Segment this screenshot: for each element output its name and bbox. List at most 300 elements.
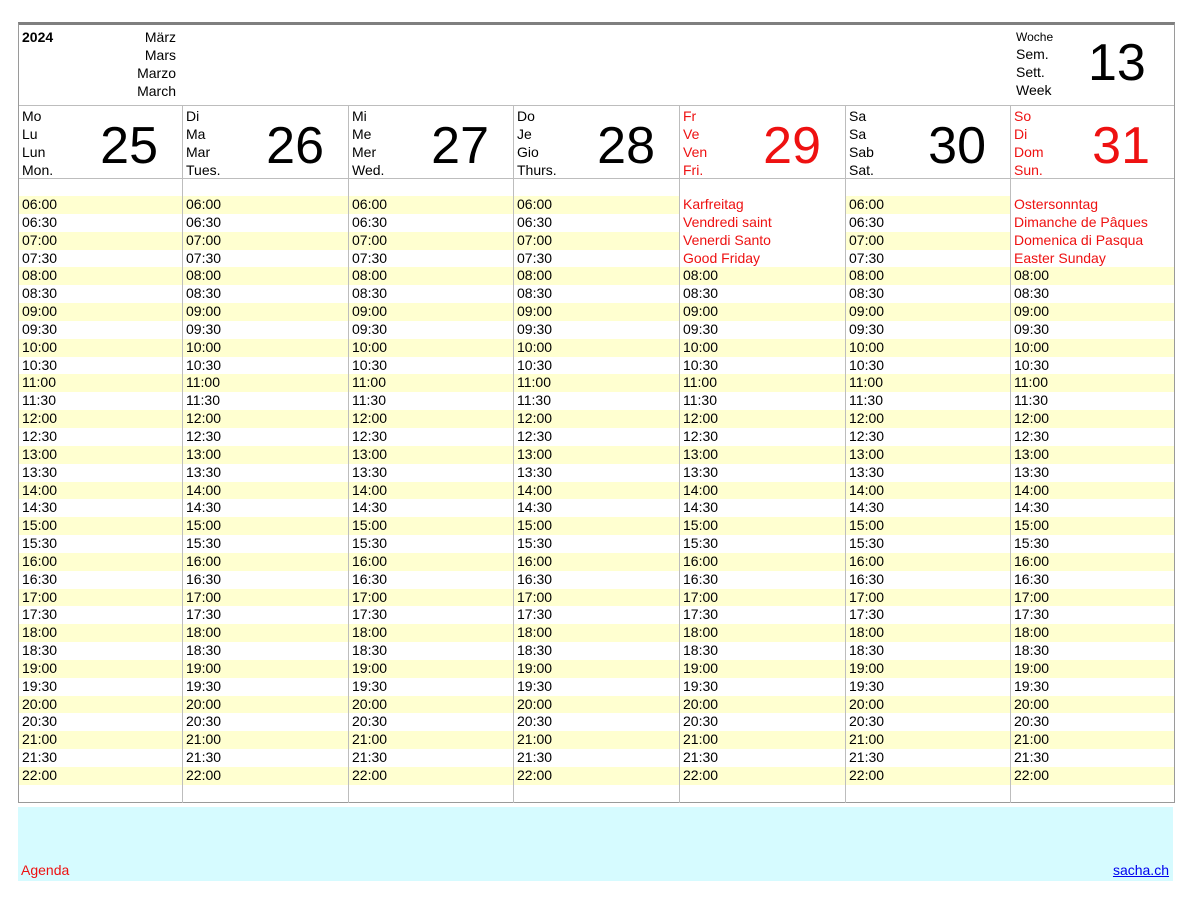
time-slot[interactable]: 11:30	[22, 392, 56, 409]
time-slot[interactable]: 21:30	[849, 749, 885, 766]
time-slot[interactable]: 21:30	[352, 749, 388, 766]
time-slot[interactable]: 09:00	[514, 303, 679, 321]
time-slot[interactable]: 10:00	[183, 339, 348, 357]
time-slot[interactable]: 10:30	[849, 356, 885, 373]
day-names	[186, 107, 221, 179]
time-slot[interactable]: 09:00	[680, 303, 845, 321]
time-slot[interactable]: 09:00	[1011, 303, 1174, 321]
time-slot[interactable]: 14:30	[849, 499, 885, 516]
day-names	[1014, 107, 1044, 179]
time-slot[interactable]: 22:00	[680, 767, 845, 785]
time-slot[interactable]: 21:30	[683, 749, 719, 766]
time-slot[interactable]: 09:30	[22, 320, 58, 337]
time-slot[interactable]: 07:30	[849, 249, 885, 266]
day-column	[846, 106, 1011, 803]
time-slot[interactable]: 06:30	[186, 213, 222, 230]
time-slot[interactable]: 19:00	[349, 660, 513, 678]
time-slot[interactable]: 21:30	[517, 749, 553, 766]
time-slot[interactable]: 13:00	[1011, 446, 1174, 464]
time-slot[interactable]: 19:00	[1011, 660, 1174, 678]
time-slot[interactable]: 12:30	[849, 427, 885, 444]
time-slot[interactable]: 20:30	[186, 713, 222, 730]
time-slot[interactable]: 15:00	[183, 517, 348, 535]
time-slot[interactable]: 20:30	[22, 713, 58, 730]
time-slot[interactable]: 16:30	[352, 570, 388, 587]
time-slot[interactable]: 16:30	[186, 570, 222, 587]
time-slot[interactable]: 19:00	[183, 660, 348, 678]
time-slot[interactable]: 11:00	[19, 374, 182, 392]
time-slot[interactable]: 14:30	[1014, 499, 1050, 516]
day-name: Tues.	[186, 162, 221, 178]
time-slot[interactable]: 19:30	[22, 677, 58, 694]
time-slot[interactable]: 22:00	[349, 767, 513, 785]
time-slot[interactable]: 20:00	[680, 696, 845, 714]
time-slot[interactable]: 14:00	[1011, 482, 1174, 500]
time-slot[interactable]: 14:30	[683, 499, 719, 516]
time-slot[interactable]: 19:30	[1014, 677, 1050, 694]
time-slot[interactable]: 19:30	[849, 677, 885, 694]
day-name: Lun	[22, 144, 46, 160]
time-slot[interactable]: 06:30	[517, 213, 553, 230]
time-slot[interactable]: 14:30	[517, 499, 553, 516]
time-slot[interactable]: 09:30	[517, 320, 553, 337]
time-slot[interactable]: 14:00	[349, 482, 513, 500]
time-slot[interactable]: 15:30	[1014, 535, 1050, 552]
time-slot[interactable]: 11:30	[1014, 392, 1048, 409]
day-name: Sa	[849, 126, 867, 142]
time-slot[interactable]: 16:00	[183, 553, 348, 571]
time-slot[interactable]: 19:30	[352, 677, 388, 694]
day-column	[680, 106, 846, 803]
week-labels	[1016, 29, 1053, 99]
time-slot[interactable]: 10:00	[1011, 339, 1174, 357]
time-slot[interactable]: 17:30	[1014, 606, 1050, 623]
holiday-name[interactable]: Venerdi Santo	[680, 232, 845, 250]
time-slot[interactable]: 20:30	[352, 713, 388, 730]
time-slot[interactable]: 10:30	[517, 356, 553, 373]
time-slot[interactable]: 08:00	[1011, 267, 1174, 285]
holiday-name[interactable]: Ostersonntag	[1011, 196, 1174, 214]
day-header	[514, 106, 679, 179]
day-columns	[19, 106, 1174, 803]
time-slot[interactable]: 17:00	[846, 589, 1010, 607]
time-slot[interactable]: 20:00	[1011, 696, 1174, 714]
site-link[interactable]: sacha.ch	[1112, 862, 1169, 878]
time-slot[interactable]: 14:00	[19, 482, 182, 500]
time-slot[interactable]: 17:00	[514, 589, 679, 607]
time-slot[interactable]: 16:30	[683, 570, 719, 587]
week-label: Week	[1016, 82, 1052, 98]
time-slot[interactable]: 16:00	[846, 553, 1010, 571]
day-name: Gio	[517, 144, 539, 160]
time-slot[interactable]: 13:30	[352, 463, 388, 480]
day-names	[683, 107, 707, 179]
time-slot[interactable]: 20:30	[517, 713, 553, 730]
day-header	[19, 106, 182, 179]
day-name: Fri.	[683, 162, 704, 178]
time-slot[interactable]: 12:30	[683, 427, 719, 444]
time-slot[interactable]: 15:30	[352, 535, 388, 552]
time-slot[interactable]: 16:00	[19, 553, 182, 571]
time-slot[interactable]: 19:30	[186, 677, 222, 694]
time-slot[interactable]: 16:00	[680, 553, 845, 571]
day-name: Mon.	[22, 162, 54, 178]
time-slot[interactable]: 13:30	[186, 463, 222, 480]
time-slot[interactable]: 18:30	[849, 642, 885, 659]
time-slot[interactable]: 06:00	[349, 196, 513, 214]
time-slot[interactable]: 09:30	[1014, 320, 1050, 337]
day-name: Mer	[352, 144, 377, 160]
day-header	[680, 106, 845, 179]
time-slot[interactable]: 08:30	[22, 285, 58, 302]
time-slot[interactable]: 20:00	[183, 696, 348, 714]
time-slot[interactable]: 18:00	[846, 624, 1010, 642]
time-slot[interactable]: 07:00	[514, 232, 679, 250]
time-slot[interactable]: 12:00	[846, 410, 1010, 428]
time-slot[interactable]: 12:30	[1014, 427, 1050, 444]
time-slot[interactable]: 12:30	[517, 427, 553, 444]
day-header	[349, 106, 513, 179]
time-slot[interactable]: 17:30	[22, 606, 58, 623]
time-slot[interactable]: 14:00	[183, 482, 348, 500]
day-number: 29	[763, 117, 821, 175]
week-planner	[18, 22, 1175, 803]
time-slot[interactable]: 09:30	[352, 320, 388, 337]
time-slot[interactable]: 08:00	[680, 267, 845, 285]
time-slot[interactable]: 17:30	[517, 606, 553, 623]
day-number: 27	[431, 117, 489, 175]
time-slot[interactable]: 08:30	[186, 285, 222, 302]
time-slot[interactable]: 09:00	[19, 303, 182, 321]
time-slot[interactable]: 10:30	[22, 356, 58, 373]
time-slot[interactable]: 12:00	[1011, 410, 1174, 428]
time-slot[interactable]: 18:30	[186, 642, 222, 659]
day-name: Do	[517, 108, 535, 124]
holiday-name[interactable]: Easter Sunday	[1011, 250, 1174, 268]
time-slot[interactable]: 18:00	[680, 624, 845, 642]
day-names	[22, 107, 53, 179]
time-slot[interactable]: 13:30	[683, 463, 719, 480]
time-slot[interactable]: 17:00	[349, 589, 513, 607]
time-slot[interactable]: 15:00	[349, 517, 513, 535]
time-slot[interactable]: 16:00	[1011, 553, 1174, 571]
time-slot[interactable]: 22:00	[514, 767, 679, 785]
time-slot[interactable]: 09:00	[846, 303, 1010, 321]
time-slot[interactable]: 20:00	[349, 696, 513, 714]
time-slot[interactable]: 10:00	[680, 339, 845, 357]
time-slot[interactable]: 14:30	[22, 499, 58, 516]
day-name: Mi	[352, 108, 367, 124]
day-name: Sat.	[849, 162, 874, 178]
day-column	[514, 106, 680, 803]
time-slot[interactable]: 06:30	[849, 213, 885, 230]
time-slot[interactable]: 06:30	[352, 213, 388, 230]
day-names	[517, 107, 557, 179]
time-slot[interactable]: 21:00	[19, 731, 182, 749]
day-name: Ve	[683, 126, 700, 142]
day-number: 31	[1092, 117, 1150, 175]
time-slot[interactable]: 17:00	[183, 589, 348, 607]
time-slot[interactable]: 12:30	[186, 427, 222, 444]
time-slot[interactable]: 17:00	[680, 589, 845, 607]
time-slot[interactable]: 15:30	[849, 535, 885, 552]
week-label: Sem.	[1016, 46, 1049, 62]
time-slot[interactable]: 18:30	[683, 642, 719, 659]
time-slot[interactable]: 07:30	[352, 249, 388, 266]
day-name: So	[1014, 108, 1032, 124]
time-slot[interactable]: 19:30	[517, 677, 553, 694]
time-slot[interactable]: 08:00	[349, 267, 513, 285]
time-slot[interactable]: 19:00	[680, 660, 845, 678]
time-slot[interactable]: 13:00	[349, 446, 513, 464]
time-slot[interactable]: 14:00	[514, 482, 679, 500]
time-slot[interactable]: 08:30	[517, 285, 553, 302]
time-slot[interactable]: 15:00	[846, 517, 1010, 535]
day-number: 28	[597, 117, 655, 175]
time-slot[interactable]: 08:30	[352, 285, 388, 302]
time-slot[interactable]: 11:00	[183, 374, 348, 392]
time-slot[interactable]: 20:30	[849, 713, 885, 730]
time-slot[interactable]: 19:30	[683, 677, 719, 694]
time-slot[interactable]: 09:00	[183, 303, 348, 321]
month-name: March	[137, 83, 176, 99]
day-name: Wed.	[352, 162, 385, 178]
time-slot[interactable]: 13:00	[846, 446, 1010, 464]
time-slot[interactable]: 18:30	[517, 642, 553, 659]
time-slot[interactable]: 17:30	[683, 606, 719, 623]
time-slot[interactable]: 13:30	[517, 463, 553, 480]
time-slot[interactable]: 11:00	[349, 374, 513, 392]
day-number: 30	[928, 117, 986, 175]
time-slot[interactable]: 19:00	[19, 660, 182, 678]
agenda-label: Agenda	[21, 862, 70, 878]
holiday-name[interactable]: Vendredi saint	[680, 214, 845, 232]
day-name: Sa	[849, 108, 867, 124]
time-slot[interactable]: 14:00	[680, 482, 845, 500]
time-slot[interactable]: 07:30	[517, 249, 553, 266]
time-slot[interactable]: 10:30	[683, 356, 719, 373]
time-slot[interactable]: 17:30	[186, 606, 222, 623]
time-slot[interactable]: 09:00	[349, 303, 513, 321]
time-slot[interactable]: 20:00	[846, 696, 1010, 714]
time-slot[interactable]: 12:00	[349, 410, 513, 428]
time-slot[interactable]: 20:00	[19, 696, 182, 714]
time-slot[interactable]: 13:00	[183, 446, 348, 464]
time-slot[interactable]: 13:30	[1014, 463, 1050, 480]
time-slot[interactable]: 21:00	[514, 731, 679, 749]
time-slot[interactable]: 12:00	[183, 410, 348, 428]
time-slot[interactable]: 15:30	[22, 535, 58, 552]
time-slot[interactable]: 22:00	[183, 767, 348, 785]
week-number: 13	[1088, 34, 1146, 92]
time-slot[interactable]: 10:30	[1014, 356, 1050, 373]
day-name: Di	[186, 108, 200, 124]
planner-header	[19, 25, 1174, 106]
time-slot[interactable]: 20:30	[683, 713, 719, 730]
time-slot[interactable]: 17:30	[352, 606, 388, 623]
time-slot[interactable]: 09:30	[849, 320, 885, 337]
day-column	[183, 106, 349, 803]
time-slot[interactable]: 15:00	[680, 517, 845, 535]
time-slot[interactable]: 21:00	[183, 731, 348, 749]
time-slot[interactable]: 11:00	[680, 374, 845, 392]
time-slot[interactable]: 11:30	[186, 392, 220, 409]
time-slot[interactable]: 22:00	[1011, 767, 1174, 785]
time-slot[interactable]: 21:00	[1011, 731, 1174, 749]
day-number: 26	[266, 117, 324, 175]
holiday-name[interactable]: Good Friday	[680, 250, 845, 268]
time-slot[interactable]: 14:30	[352, 499, 388, 516]
time-slot[interactable]: 15:00	[1011, 517, 1174, 535]
time-slot[interactable]: 18:30	[22, 642, 58, 659]
time-slot[interactable]: 08:30	[1014, 285, 1050, 302]
time-slot[interactable]: 21:00	[846, 731, 1010, 749]
time-slot[interactable]: 10:00	[349, 339, 513, 357]
time-slot[interactable]: 06:00	[514, 196, 679, 214]
time-slot[interactable]: 16:30	[517, 570, 553, 587]
holiday-name[interactable]: Dimanche de Pâques	[1011, 214, 1174, 232]
time-slot[interactable]: 07:30	[186, 249, 222, 266]
time-slot[interactable]: 16:00	[349, 553, 513, 571]
time-slot[interactable]: 21:30	[1014, 749, 1050, 766]
time-slot[interactable]: 18:00	[514, 624, 679, 642]
time-slot[interactable]: 12:00	[680, 410, 845, 428]
time-slot[interactable]: 19:00	[514, 660, 679, 678]
time-slot[interactable]: 10:00	[846, 339, 1010, 357]
time-slot[interactable]: 10:00	[19, 339, 182, 357]
time-slot[interactable]: 21:00	[680, 731, 845, 749]
month-name: März	[144, 29, 176, 45]
time-slot[interactable]: 22:00	[846, 767, 1010, 785]
time-slot[interactable]: 11:00	[514, 374, 679, 392]
time-slot[interactable]: 10:00	[514, 339, 679, 357]
time-slot[interactable]: 14:30	[186, 499, 222, 516]
time-slot[interactable]: 07:00	[183, 232, 348, 250]
time-slot[interactable]: 17:00	[19, 589, 182, 607]
time-slot[interactable]: 11:30	[683, 392, 717, 409]
time-slot[interactable]: 13:00	[680, 446, 845, 464]
time-slot[interactable]: 10:30	[352, 356, 388, 373]
time-slot[interactable]: 11:30	[352, 392, 386, 409]
time-slot[interactable]: 06:30	[22, 213, 58, 230]
month-name: Marzo	[137, 65, 176, 81]
time-slot[interactable]: 15:00	[514, 517, 679, 535]
time-slot[interactable]: 18:30	[352, 642, 388, 659]
day-header	[1011, 106, 1174, 179]
time-slot[interactable]: 07:00	[846, 232, 1010, 250]
time-slot[interactable]: 21:00	[349, 731, 513, 749]
time-slot[interactable]: 15:30	[186, 535, 222, 552]
time-slots	[680, 196, 845, 785]
day-name: Di	[1014, 126, 1028, 142]
day-name: Ven	[683, 144, 708, 160]
day-name: Dom	[1014, 144, 1044, 160]
time-slot[interactable]: 11:30	[517, 392, 551, 409]
time-slot[interactable]: 13:30	[22, 463, 58, 480]
time-slot[interactable]: 12:30	[352, 427, 388, 444]
time-slot[interactable]: 07:30	[22, 249, 58, 266]
time-slot[interactable]: 11:00	[846, 374, 1010, 392]
footer-area	[18, 807, 1173, 881]
day-header	[846, 106, 1010, 179]
time-slot[interactable]: 16:30	[1014, 570, 1050, 587]
time-slot[interactable]: 20:30	[1014, 713, 1050, 730]
time-slot[interactable]: 06:00	[19, 196, 182, 214]
time-slot[interactable]: 20:00	[514, 696, 679, 714]
time-slot[interactable]: 21:30	[186, 749, 222, 766]
time-slot[interactable]: 18:00	[19, 624, 182, 642]
day-name: Thurs.	[517, 162, 557, 178]
day-name: Me	[352, 126, 372, 142]
time-slots	[349, 196, 513, 785]
day-name: Je	[517, 126, 532, 142]
time-slot[interactable]: 12:00	[514, 410, 679, 428]
day-name: Fr	[683, 108, 697, 124]
time-slot[interactable]: 08:30	[849, 285, 885, 302]
time-slot[interactable]: 15:30	[517, 535, 553, 552]
day-column	[1011, 106, 1174, 803]
time-slot[interactable]: 10:30	[186, 356, 222, 373]
time-slot[interactable]: 13:00	[19, 446, 182, 464]
time-slot[interactable]: 06:00	[846, 196, 1010, 214]
holiday-name[interactable]: Domenica di Pasqua	[1011, 232, 1174, 250]
time-slot[interactable]: 06:00	[183, 196, 348, 214]
time-slot[interactable]: 18:00	[183, 624, 348, 642]
time-slot[interactable]: 07:00	[19, 232, 182, 250]
time-slot[interactable]: 08:00	[514, 267, 679, 285]
day-names	[352, 107, 384, 179]
time-slot[interactable]: 18:00	[1011, 624, 1174, 642]
time-slot[interactable]: 08:00	[183, 267, 348, 285]
time-slot[interactable]: 14:00	[846, 482, 1010, 500]
time-slot[interactable]: 09:30	[186, 320, 222, 337]
time-slot[interactable]: 18:00	[349, 624, 513, 642]
time-slot[interactable]: 08:00	[19, 267, 182, 285]
time-slot[interactable]: 12:30	[22, 427, 58, 444]
time-slot[interactable]: 07:00	[349, 232, 513, 250]
day-header	[183, 106, 348, 179]
day-name: Ma	[186, 126, 206, 142]
time-slot[interactable]: 19:00	[846, 660, 1010, 678]
time-slot[interactable]: 15:00	[19, 517, 182, 535]
time-slot[interactable]: 12:00	[19, 410, 182, 428]
holiday-name[interactable]: Karfreitag	[680, 196, 845, 214]
time-slots	[846, 196, 1010, 785]
time-slots	[1011, 196, 1174, 785]
day-column	[349, 106, 514, 803]
time-slot[interactable]: 11:30	[849, 392, 883, 409]
time-slot[interactable]: 16:30	[22, 570, 58, 587]
day-name: Sab	[849, 144, 874, 160]
time-slot[interactable]: 08:00	[846, 267, 1010, 285]
time-slot[interactable]: 17:00	[1011, 589, 1174, 607]
time-slot[interactable]: 18:30	[1014, 642, 1050, 659]
time-slot[interactable]: 17:30	[849, 606, 885, 623]
time-slot[interactable]: 11:00	[1011, 374, 1174, 392]
time-slot[interactable]: 16:00	[514, 553, 679, 571]
day-name: Lu	[22, 126, 38, 142]
time-slot[interactable]: 22:00	[19, 767, 182, 785]
time-slot[interactable]: 09:30	[683, 320, 719, 337]
time-slot[interactable]: 13:00	[514, 446, 679, 464]
time-slot[interactable]: 08:30	[683, 285, 719, 302]
month-name: Mars	[144, 47, 176, 63]
day-number: 25	[100, 117, 158, 175]
time-slot[interactable]: 16:30	[849, 570, 885, 587]
time-slot[interactable]: 13:30	[849, 463, 885, 480]
time-slot[interactable]: 21:30	[22, 749, 58, 766]
time-slot[interactable]: 15:30	[683, 535, 719, 552]
